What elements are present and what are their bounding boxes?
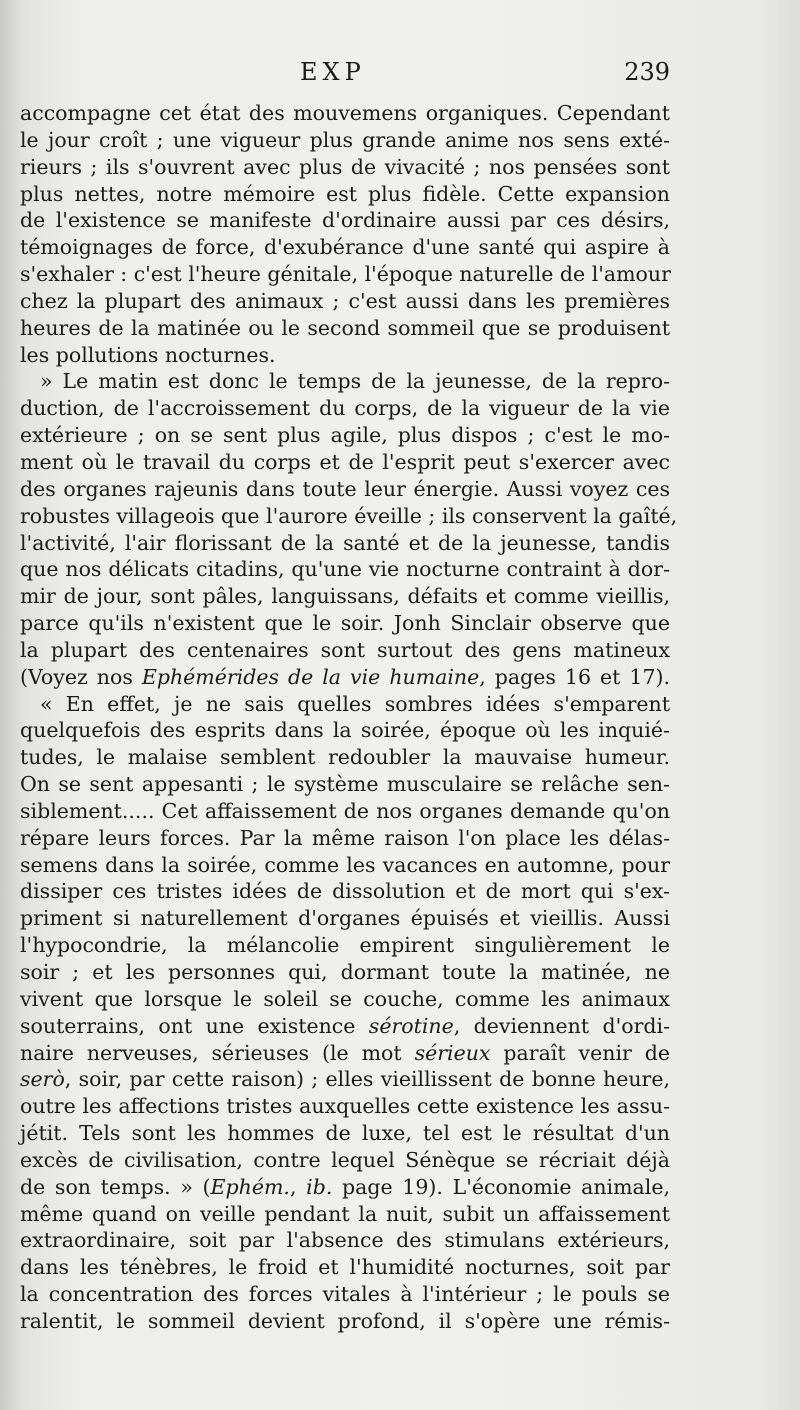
text-line: témoignages de force, d'exubérance d'une santé qui aspire à bbox=[20, 235, 670, 260]
text-line: s'exhaler : c'est l'heure génitale, l'époque naturelle de l'amour bbox=[20, 262, 671, 287]
italic-term: sérotine bbox=[368, 1013, 454, 1038]
text-line: chez la plupart des animaux ; c'est aussi dans les premières bbox=[20, 288, 670, 313]
book-title: Ephémérides de la vie humaine bbox=[141, 664, 480, 689]
text-line: mir de jour, sont pâles, languissans, défaits et comme vieillis, bbox=[20, 584, 670, 609]
text-segment: naire nerveuses, sérieuses (le mot bbox=[20, 1040, 415, 1065]
text-line: répare leurs forces. Par la même raison l'on place les délas- bbox=[20, 825, 670, 850]
text-line: ment où le travail du corps et de l'esprit peut s'exercer avec bbox=[20, 449, 670, 474]
body-text bbox=[20, 100, 678, 1335]
text-line: tudes, le malaise semblent redoubler la mauvaise humeur. bbox=[20, 745, 670, 770]
text-segment: , bbox=[289, 1174, 307, 1199]
text-segment: de son temps. » ( bbox=[20, 1174, 211, 1199]
text-segment: , pages 16 et 17). bbox=[479, 664, 671, 689]
text-segment: (Voyez nos bbox=[20, 664, 142, 689]
text-line bbox=[20, 1174, 670, 1201]
text-line: siblement..... Cet affaissement de nos organes demande qu'on bbox=[20, 798, 670, 823]
text-line: « En effet, je ne sais quelles sombres idées s'emparent bbox=[40, 691, 670, 716]
text-line: vivent que lorsque le soleil se couche, comme les animaux bbox=[20, 986, 670, 1011]
text-line bbox=[20, 664, 670, 691]
text-line: soir ; et les personnes qui, dormant toute la matinée, ne bbox=[20, 960, 670, 984]
italic-reference: Ephém. bbox=[210, 1174, 290, 1199]
text-line: l'activité, l'air florissant de la santé et de la jeunesse, tandis bbox=[20, 530, 670, 555]
text-segment: souterrains, ont une existence bbox=[20, 1013, 369, 1038]
text-line: outre les affections tristes auxquelles cette existence les assu- bbox=[20, 1094, 670, 1119]
text-line: rieurs ; ils s'ouvrent avec plus de vivacité ; nos pensées sont bbox=[20, 154, 670, 179]
text-segment: paraît venir de bbox=[490, 1040, 670, 1065]
text-line: priment si naturellement d'organes épuisés et vieillis. Aussi bbox=[20, 906, 670, 931]
running-head: EXP bbox=[300, 58, 366, 86]
text-segment: page 19). L'économie animale, bbox=[332, 1174, 670, 1199]
text-line: extérieure ; on se sent plus agile, plus dispos ; c'est le mo- bbox=[20, 423, 670, 448]
italic-term: sérieux bbox=[414, 1040, 491, 1065]
text-line: même quand on veille pendant la nuit, subit un affaissement bbox=[20, 1201, 670, 1226]
text-line bbox=[20, 1013, 670, 1040]
text-line: heures de la matinée ou le second sommeil que se produisent bbox=[20, 315, 670, 340]
text-line: excès de civilisation, contre lequel Sénèque se récriait déjà bbox=[20, 1147, 670, 1172]
text-segment: , deviennent d'ordi- bbox=[453, 1013, 670, 1038]
text-line: » Le matin est donc le temps de la jeunesse, de la repro- bbox=[40, 369, 670, 394]
italic-reference: ib. bbox=[306, 1174, 333, 1199]
text-line: des organes rajeunis dans toute leur énergie. Aussi voyez ces bbox=[20, 476, 670, 501]
text-line bbox=[20, 1066, 670, 1093]
text-line: parce qu'ils n'existent que le soir. Jonh Sinclair observe que bbox=[20, 611, 670, 636]
text-segment: , soir, par cette raison) ; elles vieillissent de bonne heure, bbox=[64, 1067, 670, 1092]
page-header bbox=[20, 58, 670, 94]
text-line: la concentration des forces vitales à l'intérieur ; le pouls se bbox=[20, 1282, 670, 1307]
text-line: ralentit, le sommeil devient profond, il s'opère une rémis- bbox=[20, 1308, 670, 1333]
page-number: 239 bbox=[624, 58, 670, 86]
text-line: On se sent appesanti ; le système musculaire se relâche sen- bbox=[20, 772, 670, 797]
text-line: jétit. Tels sont les hommes de luxe, tel est le résultat d'un bbox=[20, 1121, 670, 1146]
text-line: l'hypocondrie, la mélancolie empirent singulièrement le bbox=[20, 933, 670, 958]
text-line: les pollutions nocturnes. bbox=[20, 342, 276, 367]
text-line: robustes villageois que l'aurore éveille ; ils conservent la gaîté, bbox=[20, 503, 678, 528]
text-line bbox=[20, 1040, 670, 1067]
text-line: la plupart des centenaires sont surtout des gens matineux bbox=[20, 637, 670, 662]
text-line: dans les ténèbres, le froid et l'humidité nocturnes, soit par bbox=[20, 1255, 670, 1280]
text-line: duction, de l'accroissement du corps, de la vigueur de la vie bbox=[20, 396, 670, 421]
italic-term: serò bbox=[20, 1067, 65, 1092]
text-line: que nos délicats citadins, qu'une vie nocturne contraint à dor- bbox=[20, 557, 670, 582]
text-line: extraordinaire, soit par l'absence des stimulans extérieurs, bbox=[20, 1228, 670, 1253]
text-line: accompagne cet état des mouvemens organiques. Cependant bbox=[20, 101, 670, 125]
text-line: quelquefois des esprits dans la soirée, époque où les inquié- bbox=[20, 718, 670, 743]
text-line: dissiper ces tristes idées de dissolution et de mort qui s'ex- bbox=[20, 879, 670, 904]
text-line: semens dans la soirée, comme les vacances en automne, pour bbox=[20, 852, 670, 877]
text-line: de l'existence se manifeste d'ordinaire aussi par ces désirs, bbox=[20, 208, 670, 233]
text-line: plus nettes, notre mémoire est plus fidèle. Cette expansion bbox=[20, 181, 670, 206]
text-line: le jour croît ; une vigueur plus grande anime nos sens exté- bbox=[20, 127, 670, 152]
